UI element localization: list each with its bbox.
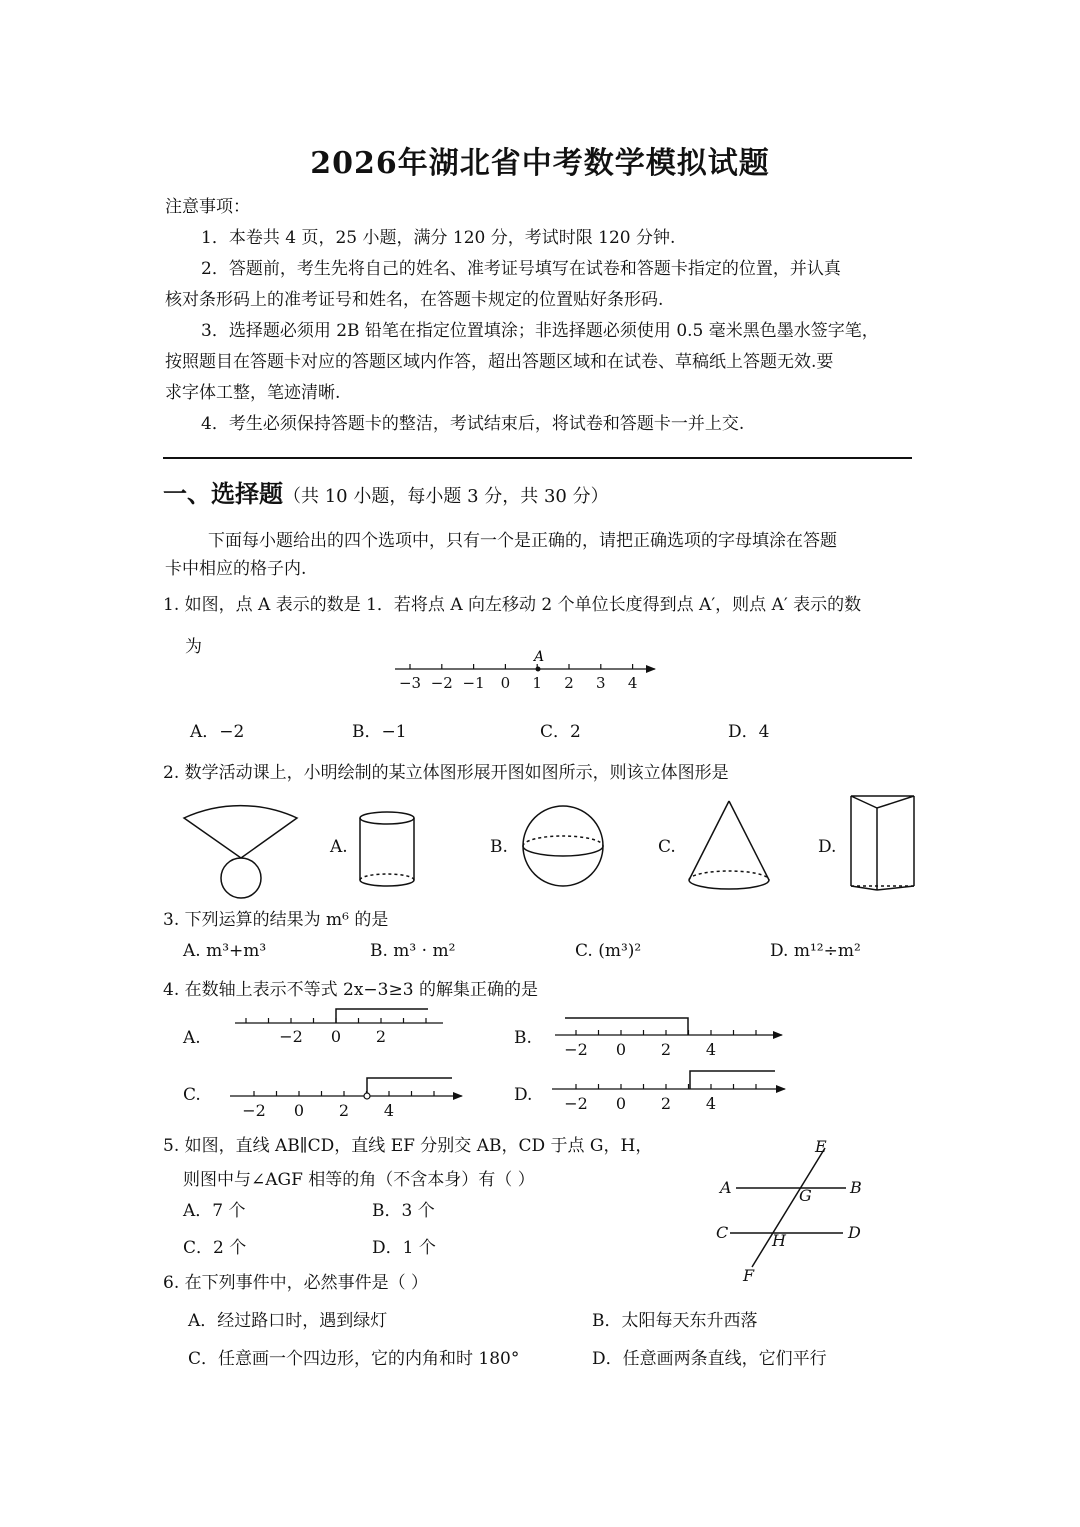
notice-item-3-cont: 按照题目在答题卡对应的答题区域内作答，超出答题区域和在试卷、草稿纸上答题无效.要	[165, 352, 834, 372]
q5-option-c[interactable]: C．2 个	[183, 1238, 247, 1258]
q4-option-d[interactable]: D.	[514, 1085, 533, 1105]
q2-net-figure	[184, 806, 297, 898]
q4-option-c-numberline	[230, 1078, 462, 1120]
q6-option-b[interactable]: B．太阳每天东升西落	[592, 1311, 758, 1331]
q1-tick-label: 0	[500, 674, 511, 692]
q1-stem-cont: 为	[185, 637, 202, 657]
q4b-tick-label: 2	[660, 1040, 672, 1059]
section-subtitle: （共 10 小题，每小题 3 分，共 30 分）	[283, 486, 609, 507]
notice-item-3: 3．选择题必须用 2B 铅笔在指定位置填涂；非选择题必须使用 0.5 毫米黑色墨水签字笔，	[201, 321, 879, 341]
q4d-tick-label: −2	[564, 1094, 588, 1113]
section-instructions: 下面每小题给出的四个选项中，只有一个是正确的，请把正确选项的字母填涂在答题	[208, 531, 837, 551]
notice-item-2-cont: 核对条形码上的准考证号和姓名，在答题卡规定的位置贴好条形码.	[165, 290, 664, 310]
q5-label-f: F	[743, 1266, 755, 1285]
q1-option-c[interactable]: C．2	[540, 722, 581, 742]
q1-tick-label: −3	[398, 674, 422, 692]
q1-stem: 1. 如图，点 A 表示的数是 1．若将点 A 向左移动 2 个单位长度得到点 A′，则点 A′ 表示的数	[163, 595, 862, 615]
q2-net-circle	[221, 858, 261, 898]
q2-sphere	[523, 806, 603, 886]
q1-point-a	[536, 667, 541, 672]
notice-item-3-cont2: 求字体工整，笔迹清晰.	[165, 383, 341, 403]
q2-prism	[851, 796, 914, 890]
q4d-tick-label: 4	[705, 1094, 717, 1113]
q1-tick-label: 4	[627, 674, 638, 692]
q4-option-d-numberline	[552, 1071, 785, 1113]
q2-option-d[interactable]: D.	[818, 837, 837, 857]
q5-label-c: C	[716, 1223, 729, 1242]
q3-option-d[interactable]: D. m¹²÷m²	[770, 941, 861, 961]
q1-tick-label: 1	[532, 674, 542, 692]
q6-stem: 6. 在下列事件中，必然事件是（ ）	[163, 1273, 429, 1293]
q6-option-d[interactable]: D．任意画两条直线，它们平行	[592, 1349, 827, 1369]
q1-option-d[interactable]: D．4	[728, 722, 770, 742]
q4-option-b-numberline	[555, 1018, 782, 1059]
q3-option-b[interactable]: B. m³ · m²	[370, 941, 456, 961]
q5-stem-cont: 则图中与∠AGF 相等的角（不含本身）有（ ）	[183, 1170, 535, 1190]
q1-option-b[interactable]: B．−1	[352, 722, 407, 742]
notice-heading: 注意事项：	[165, 197, 250, 217]
q2-option-b[interactable]: B.	[490, 837, 508, 857]
q1-tick-label: −2	[430, 674, 453, 692]
q4a-tick-label: −2	[279, 1027, 303, 1046]
notice-item-1: 1．本卷共 4 页，25 小题，满分 120 分，考试时限 120 分钟.	[201, 228, 676, 248]
section-title: 一、选择题	[163, 479, 283, 508]
q4b-tick-label: −2	[564, 1040, 588, 1059]
notice-item-4: 4．考生必须保持答题卡的整洁，考试结束后，将试卷和答题卡一并上交.	[201, 414, 745, 434]
q5-labels	[716, 1137, 862, 1285]
q1-tick-label: 3	[596, 674, 606, 692]
q1-number-line	[395, 649, 655, 692]
q2-cylinder	[360, 812, 414, 886]
q4-option-c[interactable]: C.	[183, 1085, 201, 1105]
q2-cone	[689, 801, 769, 889]
q1-option-a[interactable]: A．−2	[190, 722, 245, 742]
q4a-tick-label: 2	[375, 1027, 387, 1046]
q4a-tick-label: 0	[330, 1027, 342, 1046]
q1-tick-label: −1	[462, 674, 485, 692]
q4c-tick-label: 2	[338, 1101, 350, 1120]
q6-option-c[interactable]: C．任意画一个四边形，它的内角和时 180°	[188, 1349, 520, 1369]
q5-label-a: A	[720, 1178, 732, 1197]
q4-stem: 4. 在数轴上表示不等式 2x−3≥3 的解集正确的是	[163, 980, 538, 1000]
q5-figure	[730, 1148, 846, 1267]
q4c-tick-label: 0	[293, 1101, 305, 1120]
notice-item-2: 2．答题前，考生先将自己的姓名、准考证号填写在试卷和答题卡指定的位置，并认真	[201, 259, 841, 279]
section-instructions-cont: 卡中相应的格子内.	[165, 559, 307, 579]
q2-net-sector	[184, 806, 297, 858]
q4-option-a[interactable]: A.	[183, 1028, 201, 1048]
q5-line-ef	[752, 1148, 825, 1267]
q5-option-a[interactable]: A．7 个	[183, 1201, 246, 1221]
q4d-tick-label: 0	[615, 1094, 627, 1113]
q5-label-h: H	[772, 1231, 786, 1250]
q3-option-a[interactable]: A. m³+m³	[183, 941, 267, 961]
q5-label-b: B	[850, 1178, 862, 1197]
q4b-tick-label: 0	[615, 1040, 627, 1059]
q5-option-d[interactable]: D．1 个	[372, 1238, 436, 1258]
q2-stem: 2. 数学活动课上，小明绘制的某立体图形展开图如图所示，则该立体图形是	[163, 763, 729, 783]
q4d-tick-label: 2	[660, 1094, 672, 1113]
q2-option-c[interactable]: C.	[658, 837, 676, 857]
q5-label-d: D	[848, 1223, 861, 1242]
q6-option-a[interactable]: A．经过路口时，遇到绿灯	[188, 1311, 388, 1331]
page-title: 2026年湖北省中考数学模拟试题	[310, 146, 770, 181]
q2-option-a[interactable]: A.	[330, 837, 348, 857]
q4b-tick-label: 4	[705, 1040, 717, 1059]
q3-option-c[interactable]: C. (m³)²	[575, 941, 642, 961]
q4c-tick-label: −2	[242, 1101, 266, 1120]
q1-tick-label: 2	[564, 674, 574, 692]
q5-label-e: E	[815, 1137, 827, 1156]
q5-label-g: G	[799, 1186, 812, 1205]
q4-option-a-numberline	[235, 1009, 443, 1046]
q4-option-b[interactable]: B.	[514, 1028, 532, 1048]
q1-point-label: A	[534, 649, 545, 665]
q5-stem: 5. 如图，直线 AB∥CD，直线 EF 分别交 AB，CD 于点 G，H，	[163, 1136, 653, 1156]
q3-stem: 3. 下列运算的结果为 m⁶ 的是	[163, 910, 389, 930]
q5-option-b[interactable]: B．3 个	[372, 1201, 435, 1221]
q4c-tick-label: 4	[383, 1101, 395, 1120]
